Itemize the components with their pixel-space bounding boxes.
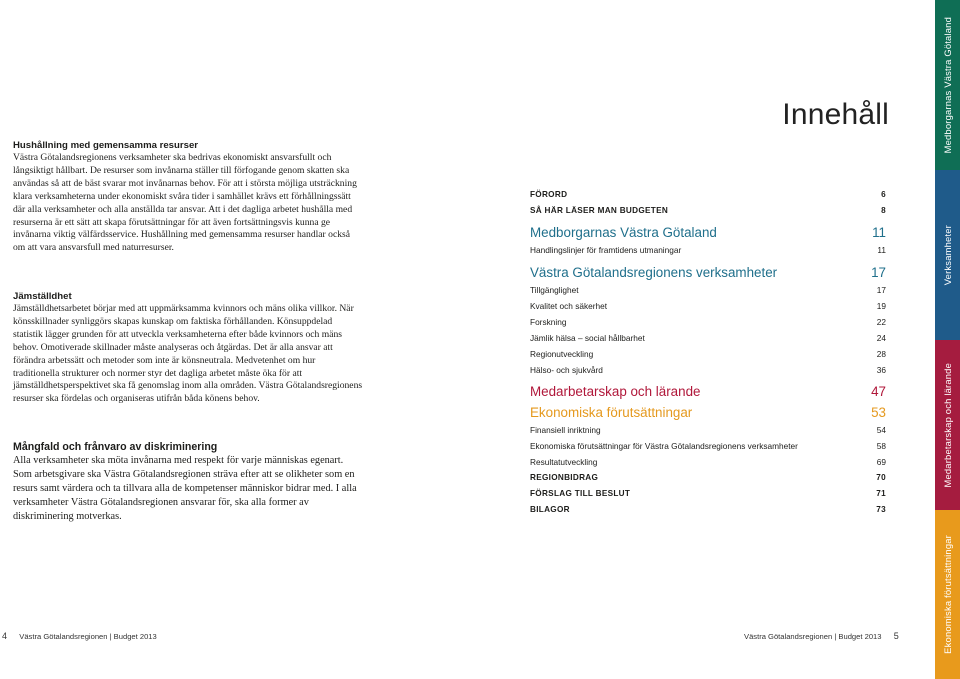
toc-entry-page: 36 xyxy=(876,365,886,375)
toc-entry-label: Resultatutveckling xyxy=(530,457,598,467)
toc-entry-label: Tillgänglighet xyxy=(530,285,579,295)
toc-entry-label: Ekonomiska förutsättningar xyxy=(530,405,693,420)
toc-entry-handlingslinjer[interactable] xyxy=(530,242,886,258)
toc-entry-label: Ekonomiska förutsättningar för Västra Götalandsregionens verksamheter xyxy=(530,441,798,451)
toc-entry-label: Västra Götalandsregionens verksamheter xyxy=(530,265,778,280)
toc-entry-label: SÅ HÄR LÄSER MAN BUDGETEN xyxy=(530,206,669,215)
toc-entry-verksamheter[interactable] xyxy=(530,263,886,282)
tab-label: Medarbetarskap och lärande xyxy=(942,362,953,488)
left-footer xyxy=(2,631,157,641)
toc-entry-ekonomiska[interactable] xyxy=(530,403,886,422)
tab-label: Medborgarnas Västra Götaland xyxy=(942,16,953,154)
toc-entry-tillganglighet[interactable] xyxy=(530,282,886,298)
toc-entry-sa-har-laser[interactable] xyxy=(530,203,886,219)
toc-entry-page: 11 xyxy=(872,225,886,240)
section-heading: Mångfald och frånvaro av diskriminering xyxy=(13,441,218,453)
toc-entry-label: Medborgarnas Västra Götaland xyxy=(530,225,717,240)
toc-entry-page: 47 xyxy=(871,384,886,399)
toc-entry-page: 6 xyxy=(881,190,886,199)
table-of-contents xyxy=(530,187,886,518)
toc-entry-page: 71 xyxy=(876,489,886,498)
section-tabs xyxy=(935,0,960,679)
section-hushallning xyxy=(13,139,363,255)
tab-verksamheter[interactable] xyxy=(935,170,960,340)
page-number: 5 xyxy=(893,631,899,641)
toc-entry-label: FÖRSLAG TILL BESLUT xyxy=(530,489,631,498)
toc-entry-halso-sjukvard[interactable] xyxy=(530,362,886,378)
toc-entry-page: 8 xyxy=(881,206,886,215)
toc-entry-label: Handlingslinjer för framtidens utmaningar xyxy=(530,245,682,255)
toc-entry-page: 73 xyxy=(876,505,886,514)
toc-entry-page: 28 xyxy=(876,349,886,359)
section-body: Västra Götalandsregionens verksamheter ska bedrivas ekonomiskt ansvarsfullt och långsiktigt hållbart. De resurser som invånarna ställer till förfogande genom skatten ska användas så att de bäst svarar mot invånarnas behov. För att i största möjliga utsträckning klara verksamheterna under ekonomiskt svåra tider i samhället krävs ett förhållningssätt där alla verksamheter och alla anställda tar ansvar. Att i det dagliga arbetet hushålla med resurserna är ett sätt att skapa förutsättningar för att även fortsättningsvis kunna ge invånarna viktig välfärdsservice. Hushållning med gemensamma resurser handlar också om att vara ansvarsfull med naturresurser. xyxy=(13,152,357,254)
toc-entry-label: Hälso- och sjukvård xyxy=(530,365,603,375)
toc-entry-page: 70 xyxy=(876,473,886,482)
section-heading: Jämställdhet xyxy=(13,291,72,302)
toc-entry-page: 11 xyxy=(877,245,886,255)
toc-entry-medarbetarskap[interactable] xyxy=(530,382,886,401)
toc-entry-label: FÖRORD xyxy=(530,190,568,199)
footer-text: Västra Götalandsregionen | Budget 2013 xyxy=(19,632,157,641)
toc-entry-regionbidrag[interactable] xyxy=(530,470,886,486)
toc-entry-page: 22 xyxy=(876,317,886,327)
page-title: Innehåll xyxy=(782,98,889,131)
section-body: Jämställdhetsarbetet börjar med att uppmärksamma kvinnors och mäns olika villkor. När könsskillnader synliggörs skapas kunskap om faktiska förhållanden. Könsuppdelad statistik lägger grunden för att utveckla verksamheterna efter både kvinnors och mäns behov. Omotiverade skillnader måste analyseras och åtgärdas. Det är alla ansvar att förändra arbetssätt och metoder som inte är könsneutrala. Medvetenhet om hur traditionella strukturer och normer styr det dagliga arbetet måste öka för att jämställdhetsperspektivet ska få genomslag inom alla områden. Västra Götalandsregionens resurser ska fördelas och organiseras utifrån båda könens behov. xyxy=(13,303,363,405)
toc-entry-label: BILAGOR xyxy=(530,505,570,514)
toc-entry-finansiell[interactable] xyxy=(530,422,886,438)
toc-entry-page: 53 xyxy=(871,405,886,420)
toc-entry-label: Forskning xyxy=(530,317,567,327)
toc-entry-page: 54 xyxy=(876,425,886,435)
tab-medarbetarskap[interactable] xyxy=(935,340,960,510)
section-jamstalldhet xyxy=(13,290,363,406)
toc-entry-kvalitet[interactable] xyxy=(530,298,886,314)
right-footer xyxy=(744,631,899,641)
toc-entry-resultatutveckling[interactable] xyxy=(530,454,886,470)
toc-entry-label: Finansiell inriktning xyxy=(530,425,601,435)
toc-entry-bilagor[interactable] xyxy=(530,502,886,518)
toc-entry-page: 17 xyxy=(871,265,886,280)
footer-text: Västra Götalandsregionen | Budget 2013 xyxy=(744,632,882,641)
toc-entry-forslag[interactable] xyxy=(530,486,886,502)
tab-label: Verksamheter xyxy=(942,224,953,286)
toc-entry-regionutveckling[interactable] xyxy=(530,346,886,362)
tab-label: Ekonomiska förutsättningar xyxy=(942,535,953,654)
toc-entry-forskning[interactable] xyxy=(530,314,886,330)
toc-entry-label: Regionutveckling xyxy=(530,349,594,359)
tab-ekonomiska[interactable] xyxy=(935,510,960,679)
toc-entry-page: 17 xyxy=(876,285,886,295)
section-heading: Hushållning med gemensamma resurser xyxy=(13,140,199,151)
toc-entry-page: 58 xyxy=(876,441,886,451)
toc-entry-medborgarnas[interactable] xyxy=(530,223,886,242)
toc-entry-label: Jämlik hälsa – social hållbarhet xyxy=(530,333,645,343)
section-mangfald xyxy=(13,441,363,524)
toc-entry-label: REGIONBIDRAG xyxy=(530,473,599,482)
toc-entry-ekonomiska-forutsattningar-vgr[interactable] xyxy=(530,438,886,454)
toc-entry-label: Medarbetarskap och lärande xyxy=(530,384,701,399)
toc-entry-forord[interactable] xyxy=(530,187,886,203)
section-body: Alla verksamheter ska möta invånarna med respekt för varje människas egenart. Som arbetsgivare ska Västra Götalandsregionen sträva efter att se olikheter som en resurs samt värdera och ta tillvara alla de kompetenser människor bidrar med. I alla verksamheter Västra Götalandsregionen ansvarar för, ska alla former av diskriminering motverkas. xyxy=(13,455,357,523)
toc-entry-label: Kvalitet och säkerhet xyxy=(530,301,608,311)
toc-entry-jamlik-halsa[interactable] xyxy=(530,330,886,346)
page-number: 4 xyxy=(2,631,8,641)
toc-entry-page: 69 xyxy=(876,457,886,467)
toc-entry-page: 19 xyxy=(876,301,886,311)
tab-medborgarnas[interactable] xyxy=(935,0,960,170)
toc-entry-page: 24 xyxy=(876,333,886,343)
